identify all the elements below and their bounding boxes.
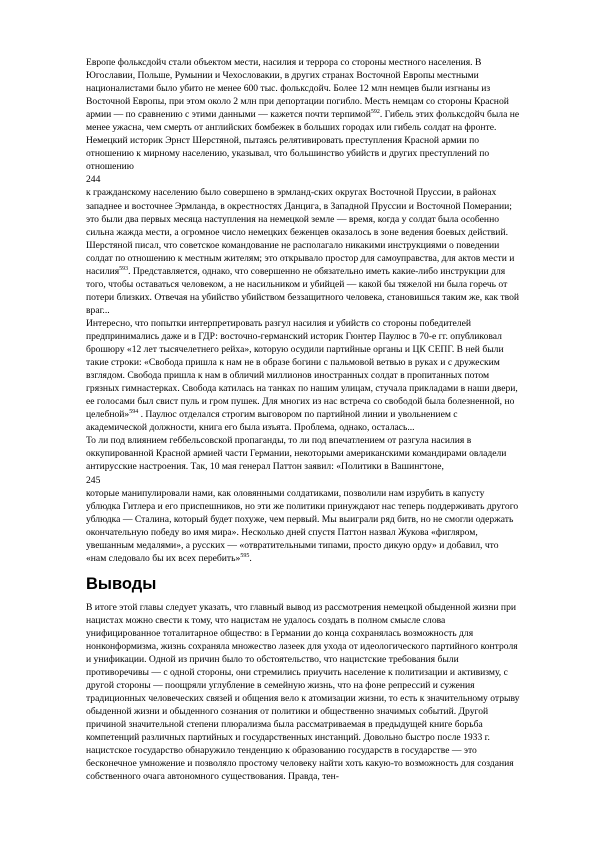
footnote-ref-592[interactable]: 592 (370, 109, 380, 115)
paragraph-text: То ли под влиянием геббельсовской пропаганды, то ли под впечатлением от разгула насилия в оккупированной Красной армией части Германии, некоторыми американскими командирами овладели антирусские настроения. Так, 10 мая генерал Паттон заявил: «Политики в Вашингтоне, (86, 435, 507, 473)
paragraph-text: . Паулюс отделался строгим выговором по партийной линии и увольнением с академической должности, книга его была изъята. Проблема, однако, осталась... (86, 409, 458, 434)
footnote-ref-594[interactable]: 594 (129, 409, 139, 416)
paragraph-text: . Представляется, однако, что совершенно не обязательно иметь какие-либо инструкции для того, чтобы оставаться человеком, а не насильником и убийцей — какой бы тяжелой ни была горечь от потери близких. Отвечая на убийство убийством беззащитного человека, становишься таким же, как твой враг... (86, 265, 520, 316)
paragraph-text: которые манипулировали нами, как оловянными солдатиками, позволили нам изрубить в капусту ублюдка Гитлера и его приспешников, но эти же политики принуждают нас теперь поддерживать другого ублюдка — Сталина, который будет похуже, чем первый. Мы выиграли ряд битв, но не смогли одержать окончательную победу во имя мира». Несколько дней спустя Паттон назвал Жукова «фигляром, увешанным медалями», а русских — «отвратительными типами, просто дикую орду» и добавил, что «нам следовало бы их всех перебить» (86, 487, 519, 564)
paragraph-3 (86, 317, 520, 434)
paragraph-2 (86, 186, 520, 316)
paragraph-4 (86, 434, 520, 473)
page-number-245: 245 (86, 474, 101, 486)
paragraph-text: . Гибель этих фольксдойч была не менее ужасна, чем смерть от английских бомбежек в больших городах или гибель солдат на фронте. Немецкий историк Эрнст Шерстяной, пытаясь релятивировать преступления Красной армии по отношению к мирному населению, указывал, что большинство убийств и других преступлений по отношению (86, 109, 520, 173)
footnote-ref-595[interactable]: 595 (240, 552, 250, 559)
paragraph-text: В итоге этой главы следует указать, что главный вывод из рассмотрения немецкой обыденной жизни при нацистах можно свести к тому, что нацистам не удалось создать в полном смысле слова унифицированное тоталитарное общество: в Германии до конца сохранялась возможность для нонконформизма, жизнь сохраняла множество лазеек для ухода от идеологического партийного контроля и унификации. Одной из причин было то обстоятельство, что нацистские требования были противоречивы — с одной стороны, они стремились приучить население к политизации и активизму, с другой стороны — поощряли углубление в семейную жизнь, что на фоне репрессий и сужения традиционных человеческих связей и общения вело к атомизации жизни, то есть к значительному отрыву обыденной жизни и обыденного сознания от политики и общественно значимых событий. Другой причиной значительной степени плюрализма была рассматриваемая в предыдущей книге борьба компетенций различных партийных и государственных инстанций. Довольно быстро после 1933 г. нацистское государство обнаружило тенденцию к образованию государств в государстве — это бесконечное умножение и позволяло простому человеку найти хоть какую-то возможность для создания собственного очага автономного существования. Правда, тен- (86, 601, 520, 783)
section-heading: Выводы (86, 574, 157, 593)
paragraph-5 (86, 487, 520, 565)
footnote-ref-593[interactable]: 593 (119, 265, 129, 272)
paragraph-fragment-1 (86, 56, 520, 173)
page-number-244: 244 (86, 174, 101, 186)
paragraph-text: к гражданскому населению было совершено в эрмланд-ских округах Восточной Пруссии, в районах западнее и восточнее Эрмланда, в окрестностях Данцига, в Западной Пруссии и Восточной Померании; это были два первых месяца наступления на немецкой земле — время, когда у солдат была особенно сильна жажда мести, а огромное число немецких беженцев оказалось в зоне ведения боевых действий. Шерстяной писал, что советское командование не располагало никакими инструкциями о поведении солдат по отношению к местным жителям; это открывало простор для самоуправства, для актов мести и насилия (86, 187, 515, 277)
paragraph-text: Европе фольксдойч стали объектом мести, насилия и террора со стороны местного населения. В Югославии, Польше, Румынии и Чехословакии, в других странах Восточной Европы местными националистами было убито не менее 600 тыс. фольксдойч. Более 12 млн немцев были изгнаны из Восточной Европы, при этом около 2 млн при депортации погибло. Месть немцам со стороны Красной армии — по сравнению с этими данными — кажется почти терпимой (86, 57, 509, 121)
paragraph-6 (86, 601, 520, 784)
paragraph-text: . (249, 552, 252, 564)
paragraph-text: Интересно, что попытки интерпретировать разгул насилия и убийств со стороны победителей предпринимались даже и в ГДР: восточно-германский историк Гюнтер Паулюс в 70-е гг. опубликовал брошюру «12 лет тысячелетнего рейха», которую осудили партийные органы и ЦК СЕПГ. В ней были такие строки: «Свобода пришла к нам не в образе богини с пальмовой ветвью в руках и с дружеским взглядом. Свобода пришла к нам в обличий миллионов иностранных солдат в пропитанных потом грязных гимнастерках. Свобода катилась на танках по нашим улицам, стучала прикладами в наши двери, ее голосами был свист пуль и гром пушек. Для многих из нас встреча со свободой была болезненной, но целебной» (86, 317, 518, 421)
